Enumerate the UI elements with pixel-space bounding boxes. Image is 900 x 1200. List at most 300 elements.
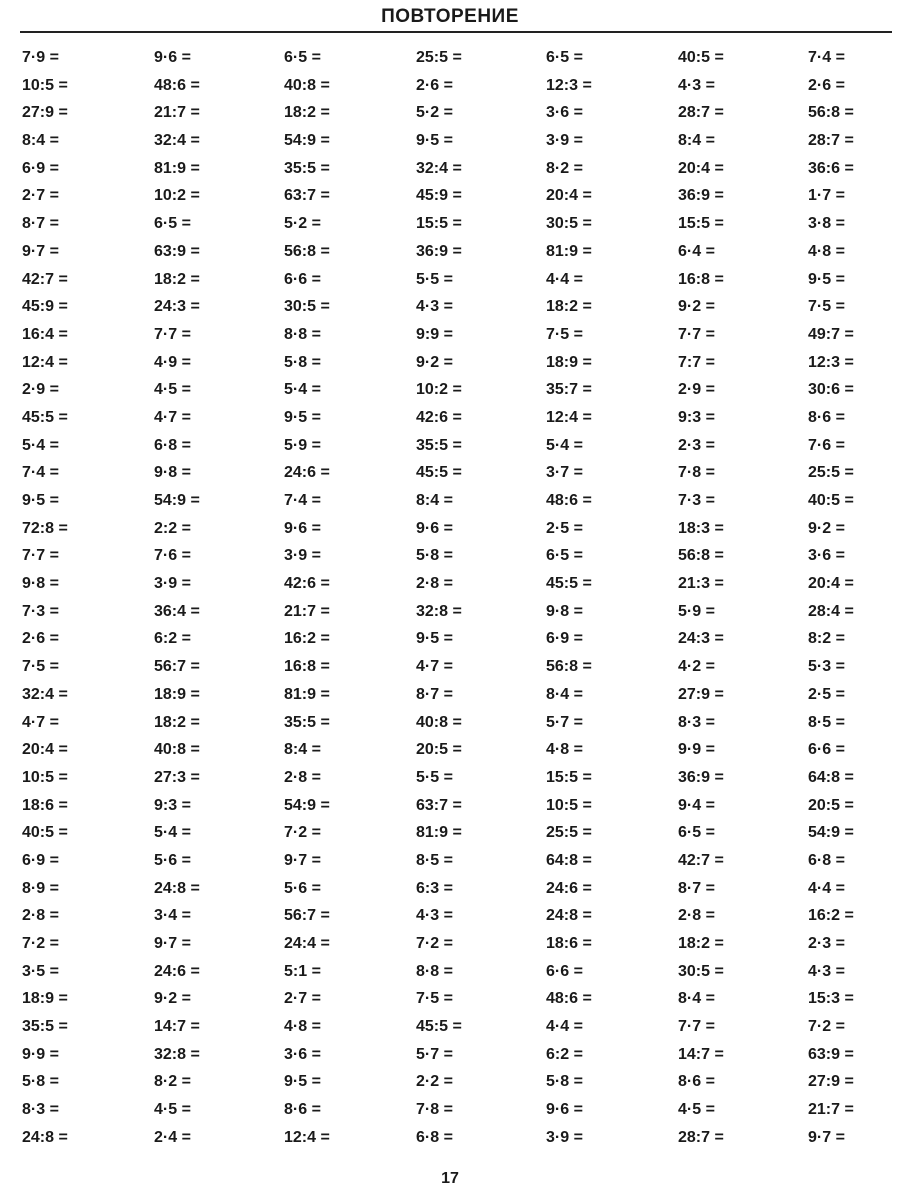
exercise-item: 7·3 = bbox=[22, 602, 59, 620]
exercise-item: 6·6 = bbox=[808, 741, 845, 759]
page-header bbox=[0, 4, 900, 30]
exercise-item: 15:3 = bbox=[808, 990, 854, 1008]
exercise-item: 63:9 = bbox=[808, 1045, 854, 1063]
exercise-item: 16:2 = bbox=[808, 907, 854, 925]
exercise-item: 21:7 = bbox=[154, 104, 200, 122]
exercise-item: 5·9 = bbox=[284, 436, 321, 454]
exercise-item: 2·8 = bbox=[416, 575, 453, 593]
exercise-item: 21:7 = bbox=[284, 602, 330, 620]
exercise-item: 8:4 = bbox=[678, 132, 715, 150]
exercise-item: 14:7 = bbox=[678, 1045, 724, 1063]
exercise-item: 4·5 = bbox=[154, 381, 191, 399]
exercise-item: 18:6 = bbox=[546, 935, 592, 952]
exercise-item: 3·6 = bbox=[808, 547, 845, 565]
exercise-grid bbox=[0, 44, 900, 1152]
exercise-item: 54:9 = bbox=[154, 492, 200, 509]
exercise-item: 40:8 = bbox=[416, 713, 462, 731]
exercise-item: 5·6 = bbox=[284, 879, 321, 897]
exercise-row bbox=[0, 266, 900, 294]
exercise-item: 7·2 = bbox=[416, 935, 453, 952]
exercise-item: 8:2 = bbox=[808, 630, 845, 648]
exercise-item: 8·5 = bbox=[808, 713, 845, 731]
exercise-item: 56:8 = bbox=[546, 658, 592, 676]
exercise-item: 9·8 = bbox=[22, 575, 59, 593]
exercise-item: 40:5 = bbox=[808, 492, 854, 509]
exercise-item: 8·5 = bbox=[416, 851, 453, 869]
exercise-row bbox=[0, 1013, 900, 1041]
exercise-row bbox=[0, 1124, 900, 1152]
exercise-item: 6·6 = bbox=[284, 270, 321, 288]
exercise-item: 64:8 = bbox=[808, 768, 854, 786]
exercise-item: 5:1 = bbox=[284, 962, 321, 980]
exercise-item: 81:9 = bbox=[284, 685, 330, 703]
exercise-item: 3·9 = bbox=[284, 547, 321, 565]
exercise-item: 5·4 = bbox=[22, 436, 59, 454]
exercise-item: 2·9 = bbox=[22, 381, 59, 399]
exercise-item: 4·4 = bbox=[808, 879, 845, 897]
exercise-item: 12:4 = bbox=[22, 353, 68, 371]
exercise-item: 72:8 = bbox=[22, 519, 68, 537]
exercise-item: 8·8 = bbox=[416, 962, 453, 980]
exercise-item: 35:5 = bbox=[416, 436, 462, 454]
exercise-item: 4·4 = bbox=[546, 270, 583, 288]
exercise-item: 7·5 = bbox=[416, 990, 453, 1008]
exercise-item: 9·9 = bbox=[22, 1045, 59, 1063]
exercise-item: 9·5 = bbox=[22, 492, 59, 509]
exercise-row bbox=[0, 238, 900, 266]
exercise-item: 2·2 = bbox=[416, 1073, 453, 1091]
exercise-item: 42:6 = bbox=[284, 575, 330, 593]
exercise-item: 3·6 = bbox=[546, 104, 583, 122]
exercise-item: 2·6 = bbox=[808, 76, 845, 94]
exercise-row bbox=[0, 210, 900, 238]
exercise-item: 18:2 = bbox=[154, 713, 200, 731]
exercise-item: 9:3 = bbox=[678, 408, 715, 426]
exercise-item: 14:7 = bbox=[154, 1018, 200, 1036]
exercise-item: 15:5 = bbox=[416, 215, 462, 233]
exercise-item: 7·9 = bbox=[22, 49, 59, 66]
exercise-item: 3·9 = bbox=[154, 575, 191, 593]
exercise-item: 3·6 = bbox=[284, 1045, 321, 1063]
exercise-item: 8·3 = bbox=[22, 1101, 59, 1119]
exercise-item: 16:4 = bbox=[22, 325, 68, 343]
exercise-row bbox=[0, 875, 900, 903]
exercise-item: 9:9 = bbox=[416, 325, 453, 343]
exercise-item: 54:9 = bbox=[284, 796, 330, 814]
exercise-item: 7·5 = bbox=[808, 298, 845, 316]
exercise-item: 12:3 = bbox=[808, 353, 854, 371]
exercise-item: 8·2 = bbox=[154, 1073, 191, 1091]
exercise-item: 7·7 = bbox=[678, 1018, 715, 1036]
exercise-item: 16:8 = bbox=[284, 658, 330, 676]
exercise-item: 8·3 = bbox=[678, 713, 715, 731]
exercise-item: 4·8 = bbox=[284, 1018, 321, 1036]
exercise-row bbox=[0, 182, 900, 210]
exercise-item: 4·7 = bbox=[416, 658, 453, 676]
exercise-item: 8·8 = bbox=[284, 325, 321, 343]
exercise-item: 3·8 = bbox=[808, 215, 845, 233]
exercise-item: 9·2 = bbox=[678, 298, 715, 316]
exercise-item: 9·7 = bbox=[284, 851, 321, 869]
exercise-item: 16:8 = bbox=[678, 270, 724, 288]
exercise-item: 32:8 = bbox=[154, 1045, 200, 1063]
exercise-item: 56:7 = bbox=[284, 907, 330, 925]
exercise-item: 9·7 = bbox=[22, 242, 59, 260]
exercise-item: 24:8 = bbox=[546, 907, 592, 925]
exercise-item: 18:3 = bbox=[678, 519, 724, 537]
exercise-row bbox=[0, 542, 900, 570]
exercise-item: 20:5 = bbox=[808, 796, 854, 814]
exercise-item: 15:5 = bbox=[678, 215, 724, 233]
exercise-item: 24:6 = bbox=[284, 464, 330, 482]
exercise-item: 3·7 = bbox=[546, 464, 583, 482]
exercise-row bbox=[0, 1096, 900, 1124]
exercise-item: 81:9 = bbox=[416, 824, 462, 842]
exercise-item: 7·4 = bbox=[22, 464, 59, 482]
exercise-item: 2:2 = bbox=[154, 519, 191, 537]
exercise-item: 25:5 = bbox=[546, 824, 592, 842]
exercise-item: 20:5 = bbox=[416, 741, 462, 759]
exercise-item: 63:7 = bbox=[284, 187, 330, 205]
exercise-row bbox=[0, 764, 900, 792]
exercise-item: 6:2 = bbox=[154, 630, 191, 648]
exercise-item: 8:4 = bbox=[284, 741, 321, 759]
exercise-item: 3·4 = bbox=[154, 907, 191, 925]
exercise-item: 24:8 = bbox=[154, 879, 200, 897]
exercise-row bbox=[0, 487, 900, 515]
exercise-item: 2·8 = bbox=[22, 907, 59, 925]
exercise-item: 7·6 = bbox=[808, 436, 845, 454]
exercise-item: 2·7 = bbox=[284, 990, 321, 1008]
exercise-item: 2·5 = bbox=[546, 519, 583, 537]
exercise-item: 45:9 = bbox=[22, 298, 68, 316]
exercise-item: 28:7 = bbox=[678, 104, 724, 122]
exercise-item: 24:6 = bbox=[546, 879, 592, 897]
exercise-item: 20:4 = bbox=[22, 741, 68, 759]
exercise-item: 3·9 = bbox=[546, 132, 583, 150]
exercise-item: 42:7 = bbox=[22, 270, 68, 288]
exercise-item: 4·3 = bbox=[416, 907, 453, 925]
exercise-row bbox=[0, 515, 900, 543]
exercise-item: 10:2 = bbox=[154, 187, 200, 205]
exercise-row bbox=[0, 293, 900, 321]
exercise-item: 10:5 = bbox=[546, 796, 592, 814]
exercise-item: 63:7 = bbox=[416, 796, 462, 814]
exercise-item: 49:7 = bbox=[808, 325, 854, 343]
exercise-item: 21:7 = bbox=[808, 1101, 854, 1119]
exercise-item: 6·6 = bbox=[546, 962, 583, 980]
exercise-item: 2·9 = bbox=[678, 381, 715, 399]
exercise-item: 30:5 = bbox=[546, 215, 592, 233]
exercise-item: 10:2 = bbox=[416, 381, 462, 399]
exercise-item: 18:2 = bbox=[284, 104, 330, 122]
exercise-item: 45:5 = bbox=[22, 408, 68, 426]
exercise-item: 6·8 = bbox=[416, 1128, 453, 1146]
exercise-item: 8:4 = bbox=[22, 132, 59, 150]
exercise-item: 32:4 = bbox=[416, 159, 462, 177]
exercise-row bbox=[0, 598, 900, 626]
exercise-item: 7·4 = bbox=[284, 492, 321, 509]
exercise-item: 36:9 = bbox=[416, 242, 462, 260]
exercise-item: 12:4 = bbox=[546, 408, 592, 426]
exercise-item: 30:5 = bbox=[284, 298, 330, 316]
exercise-item: 8·4 = bbox=[546, 685, 583, 703]
exercise-item: 6·9 = bbox=[22, 851, 59, 869]
exercise-item: 5·7 = bbox=[546, 713, 583, 731]
exercise-item: 9:3 = bbox=[154, 796, 191, 814]
exercise-row bbox=[0, 709, 900, 737]
exercise-item: 5·5 = bbox=[416, 768, 453, 786]
exercise-item: 20:4 = bbox=[678, 159, 724, 177]
exercise-item: 40:5 = bbox=[22, 824, 68, 842]
exercise-item: 8·4 = bbox=[678, 990, 715, 1008]
exercise-item: 6·9 = bbox=[22, 159, 59, 177]
exercise-item: 56:8 = bbox=[808, 104, 854, 122]
exercise-item: 9·5 = bbox=[284, 1073, 321, 1091]
exercise-item: 5·8 = bbox=[22, 1073, 59, 1091]
exercise-item: 6:3 = bbox=[416, 879, 453, 897]
exercise-item: 7·7 = bbox=[22, 547, 59, 565]
exercise-item: 10:5 = bbox=[22, 768, 68, 786]
exercise-item: 35:7 = bbox=[546, 381, 592, 399]
exercise-item: 2·7 = bbox=[22, 187, 59, 205]
exercise-item: 24:3 = bbox=[678, 630, 724, 648]
exercise-item: 7·7 = bbox=[154, 325, 191, 343]
exercise-item: 5·6 = bbox=[154, 851, 191, 869]
exercise-item: 24:6 = bbox=[154, 962, 200, 980]
exercise-item: 6·5 = bbox=[546, 49, 583, 66]
exercise-row bbox=[0, 72, 900, 100]
exercise-item: 56:8 = bbox=[678, 547, 724, 565]
exercise-item: 4·8 = bbox=[546, 741, 583, 759]
exercise-item: 5·2 = bbox=[284, 215, 321, 233]
exercise-item: 8·6 = bbox=[808, 408, 845, 426]
exercise-row bbox=[0, 681, 900, 709]
exercise-item: 30:6 = bbox=[808, 381, 854, 399]
exercise-item: 7·4 = bbox=[808, 49, 845, 66]
exercise-item: 18:2 = bbox=[678, 935, 724, 952]
exercise-item: 4·5 = bbox=[678, 1101, 715, 1119]
exercise-row bbox=[0, 847, 900, 875]
exercise-item: 40:8 = bbox=[284, 76, 330, 94]
exercise-item: 9·5 = bbox=[416, 630, 453, 648]
exercise-item: 4·5 = bbox=[154, 1101, 191, 1119]
exercise-item: 7·7 = bbox=[678, 325, 715, 343]
exercise-item: 32:4 = bbox=[22, 685, 68, 703]
exercise-item: 42:7 = bbox=[678, 851, 724, 869]
exercise-item: 5·2 = bbox=[416, 104, 453, 122]
exercise-item: 10:5 = bbox=[22, 76, 68, 94]
exercise-item: 48:6 = bbox=[154, 76, 200, 94]
exercise-row bbox=[0, 792, 900, 820]
exercise-item: 48:6 = bbox=[546, 492, 592, 509]
exercise-item: 6·9 = bbox=[546, 630, 583, 648]
exercise-item: 18:9 = bbox=[22, 990, 68, 1008]
exercise-item: 36:9 = bbox=[678, 187, 724, 205]
exercise-item: 27:9 = bbox=[678, 685, 724, 703]
exercise-item: 6·5 = bbox=[284, 49, 321, 66]
exercise-item: 9·6 = bbox=[416, 519, 453, 537]
exercise-item: 6·8 = bbox=[154, 436, 191, 454]
exercise-row bbox=[0, 155, 900, 183]
exercise-item: 4·2 = bbox=[678, 658, 715, 676]
exercise-item: 7·8 = bbox=[678, 464, 715, 482]
exercise-item: 21:3 = bbox=[678, 575, 724, 593]
exercise-item: 9·5 = bbox=[284, 408, 321, 426]
exercise-item: 9·6 = bbox=[284, 519, 321, 537]
exercise-item: 6·8 = bbox=[808, 851, 845, 869]
exercise-row bbox=[0, 985, 900, 1013]
exercise-row bbox=[0, 459, 900, 487]
exercise-item: 36:4 = bbox=[154, 602, 200, 620]
exercise-item: 54:9 = bbox=[808, 824, 854, 842]
exercise-item: 28:7 = bbox=[808, 132, 854, 150]
exercise-item: 5·5 = bbox=[416, 270, 453, 288]
exercise-row bbox=[0, 127, 900, 155]
exercise-item: 42:6 = bbox=[416, 408, 462, 426]
exercise-row bbox=[0, 902, 900, 930]
exercise-row bbox=[0, 404, 900, 432]
header-rule bbox=[20, 31, 892, 33]
exercise-item: 3·9 = bbox=[546, 1128, 583, 1146]
exercise-item: 7·3 = bbox=[678, 492, 715, 509]
exercise-item: 6·5 = bbox=[546, 547, 583, 565]
exercise-item: 6·4 = bbox=[678, 242, 715, 260]
exercise-row bbox=[0, 625, 900, 653]
exercise-item: 4·4 = bbox=[546, 1018, 583, 1036]
exercise-item: 8·7 = bbox=[416, 685, 453, 703]
exercise-item: 56:8 = bbox=[284, 242, 330, 260]
exercise-item: 45:5 = bbox=[416, 1018, 462, 1036]
exercise-item: 9·8 = bbox=[154, 464, 191, 482]
exercise-item: 28:4 = bbox=[808, 602, 854, 620]
exercise-item: 4·7 = bbox=[154, 408, 191, 426]
exercise-item: 9·2 = bbox=[154, 990, 191, 1008]
exercise-item: 2·3 = bbox=[678, 436, 715, 454]
exercise-item: 36:9 = bbox=[678, 768, 724, 786]
exercise-item: 35:5 = bbox=[22, 1018, 68, 1036]
exercise-item: 9·2 = bbox=[416, 353, 453, 371]
exercise-item: 9·7 = bbox=[154, 935, 191, 952]
exercise-item: 45:9 = bbox=[416, 187, 462, 205]
page-number: 17 bbox=[441, 1170, 459, 1187]
exercise-item: 27:3 = bbox=[154, 768, 200, 786]
exercise-item: 4·3 = bbox=[678, 76, 715, 94]
exercise-item: 9·2 = bbox=[808, 519, 845, 537]
exercise-item: 18:6 = bbox=[22, 796, 68, 814]
exercise-item: 8:4 = bbox=[416, 492, 453, 509]
exercise-item: 16:2 = bbox=[284, 630, 330, 648]
exercise-item: 8·6 = bbox=[284, 1101, 321, 1119]
exercise-item: 8·6 = bbox=[678, 1073, 715, 1091]
exercise-item: 64:8 = bbox=[546, 851, 592, 869]
exercise-item: 45:5 = bbox=[546, 575, 592, 593]
exercise-item: 40:5 = bbox=[678, 49, 724, 66]
exercise-item: 7·5 = bbox=[546, 325, 583, 343]
exercise-item: 9·6 = bbox=[546, 1101, 583, 1119]
exercise-item: 2·6 = bbox=[416, 76, 453, 94]
exercise-item: 32:4 = bbox=[154, 132, 200, 150]
exercise-item: 2·6 = bbox=[22, 630, 59, 648]
exercise-item: 24:4 = bbox=[284, 935, 330, 952]
exercise-item: 81:9 = bbox=[154, 159, 200, 177]
exercise-item: 12:3 = bbox=[546, 76, 592, 94]
exercise-item: 9·4 = bbox=[678, 796, 715, 814]
exercise-item: 7·2 = bbox=[808, 1018, 845, 1036]
exercise-row bbox=[0, 930, 900, 958]
exercise-item: 35:5 = bbox=[284, 713, 330, 731]
exercise-item: 8·7 = bbox=[22, 215, 59, 233]
exercise-item: 3·5 = bbox=[22, 962, 59, 980]
exercise-item: 56:7 = bbox=[154, 658, 200, 676]
exercise-item: 20:4 = bbox=[808, 575, 854, 593]
exercise-row bbox=[0, 958, 900, 986]
exercise-item: 27:9 = bbox=[808, 1073, 854, 1091]
exercise-item: 18:2 = bbox=[546, 298, 592, 316]
exercise-row bbox=[0, 321, 900, 349]
exercise-item: 15:5 = bbox=[546, 768, 592, 786]
exercise-item: 7·2 = bbox=[22, 935, 59, 952]
exercise-item: 18:2 = bbox=[154, 270, 200, 288]
exercise-item: 25:5 = bbox=[808, 464, 854, 482]
exercise-row bbox=[0, 1041, 900, 1069]
exercise-item: 48:6 = bbox=[546, 990, 592, 1008]
exercise-item: 2·5 = bbox=[808, 685, 845, 703]
exercise-item: 8·9 = bbox=[22, 879, 59, 897]
exercise-item: 2·4 = bbox=[154, 1128, 191, 1146]
exercise-row bbox=[0, 432, 900, 460]
exercise-item: 5·3 = bbox=[808, 658, 845, 676]
exercise-row bbox=[0, 349, 900, 377]
exercise-item: 81:9 = bbox=[546, 242, 592, 260]
exercise-item: 5·8 = bbox=[416, 547, 453, 565]
exercise-item: 6·5 = bbox=[154, 215, 191, 233]
exercise-item: 20:4 = bbox=[546, 187, 592, 205]
exercise-item: 2·3 = bbox=[808, 935, 845, 952]
exercise-row bbox=[0, 653, 900, 681]
exercise-item: 18:9 = bbox=[546, 353, 592, 371]
exercise-item: 4·8 = bbox=[808, 242, 845, 260]
exercise-item: 35:5 = bbox=[284, 159, 330, 177]
exercise-item: 4·3 = bbox=[808, 962, 845, 980]
exercise-item: 24:3 = bbox=[154, 298, 200, 316]
exercise-item: 5·9 = bbox=[678, 602, 715, 620]
exercise-row bbox=[0, 1068, 900, 1096]
exercise-item: 9·7 = bbox=[808, 1128, 845, 1146]
exercise-item: 6:2 = bbox=[546, 1045, 583, 1063]
exercise-item: 5·8 = bbox=[546, 1073, 583, 1091]
exercise-item: 5·4 = bbox=[546, 436, 583, 454]
exercise-row bbox=[0, 44, 900, 72]
exercise-row bbox=[0, 736, 900, 764]
exercise-item: 12:4 = bbox=[284, 1128, 330, 1146]
exercise-item: 45:5 = bbox=[416, 464, 462, 482]
exercise-item: 36:6 = bbox=[808, 159, 854, 177]
exercise-row bbox=[0, 570, 900, 598]
exercise-item: 24:8 = bbox=[22, 1128, 68, 1146]
exercise-item: 4·7 = bbox=[22, 713, 59, 731]
exercise-item: 1·7 = bbox=[808, 187, 845, 205]
exercise-item: 25:5 = bbox=[416, 49, 462, 66]
exercise-item: 5·4 = bbox=[154, 824, 191, 842]
exercise-item: 32:8 = bbox=[416, 602, 462, 620]
exercise-item: 5·8 = bbox=[284, 353, 321, 371]
exercise-item: 7:7 = bbox=[678, 353, 715, 371]
exercise-item: 2·8 = bbox=[284, 768, 321, 786]
exercise-item: 8·7 = bbox=[678, 879, 715, 897]
exercise-item: 2·8 = bbox=[678, 907, 715, 925]
exercise-row bbox=[0, 99, 900, 127]
